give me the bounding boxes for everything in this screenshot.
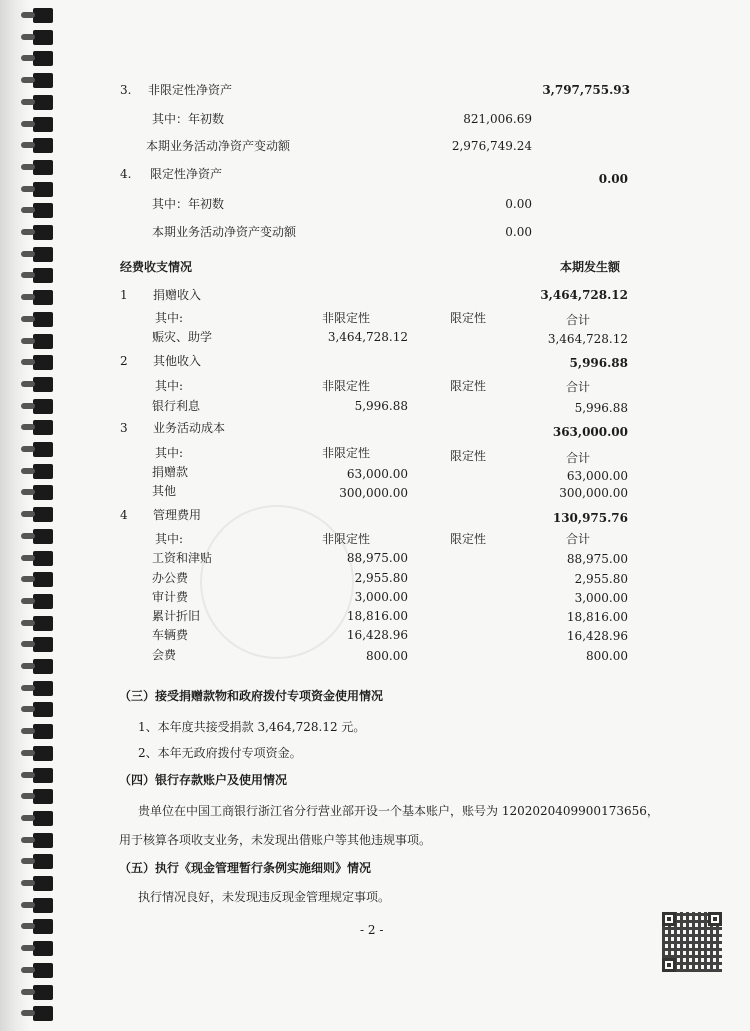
section4-row2-unrestricted: 2,955.80 [354, 571, 408, 585]
item3-total: 3,797,755.93 [542, 83, 630, 97]
section4-row3-unrestricted: 3,000.00 [354, 590, 408, 604]
binding-ring [33, 985, 53, 1000]
section-four-para2: 用于核算各项收支业务，未发现出借账户等其他违规事项。 [119, 833, 432, 847]
section3-total: 363,000.00 [552, 425, 628, 439]
section2-col-restricted: 限定性 [450, 379, 487, 393]
section1-col-total: 合计 [566, 313, 591, 327]
section2-total: 5,996.88 [569, 356, 628, 370]
section4-row2-sum: 2,955.80 [574, 572, 628, 586]
section3-num: 3 [120, 421, 128, 435]
section3-row2-sum: 300,000.00 [559, 486, 628, 500]
section4-row5-label: 车辆费 [152, 628, 189, 642]
item3-num: 3. [120, 83, 132, 97]
section1-num: 1 [120, 288, 128, 302]
binding-ring [33, 247, 53, 262]
binding-ring [33, 572, 53, 587]
period-amount-header: 本期发生额 [560, 260, 621, 274]
binding-ring [33, 529, 53, 544]
binding-ring [33, 8, 53, 23]
section4-col-restricted: 限定性 [450, 532, 487, 546]
item4-change-label: 本期业务活动净资产变动额 [152, 225, 297, 239]
item4-change-value: 0.00 [505, 225, 532, 239]
section4-col-unrestricted: 非限定性 [322, 532, 371, 546]
item4-num: 4. [120, 167, 132, 181]
item3-begin-value: 821,006.69 [463, 112, 532, 126]
section4-total: 130,975.76 [552, 511, 628, 525]
binding-ring [33, 268, 53, 283]
section-five-para1: 执行情况良好，未发现违反现金管理规定事项。 [138, 890, 391, 904]
section4-row5-unrestricted: 16,428.96 [346, 628, 408, 642]
binding-ring [33, 182, 53, 197]
binding-ring [33, 659, 53, 674]
section4-row2-label: 办公费 [152, 571, 189, 585]
item3-label: 非限定性净资产 [148, 83, 233, 97]
section1-row1-label: 赈灾、助学 [152, 330, 213, 344]
binding-ring [33, 507, 53, 522]
section2-col-total: 合计 [566, 380, 591, 394]
binding-ring [33, 616, 53, 631]
binding-ring [33, 637, 53, 652]
section2-num: 2 [120, 354, 128, 368]
item4-begin-value: 0.00 [505, 197, 532, 211]
binding-ring [33, 334, 53, 349]
section1-row1-sum: 3,464,728.12 [547, 332, 628, 346]
section4-row3-label: 审计费 [152, 590, 189, 604]
binding-ring [33, 551, 53, 566]
item3-change-value: 2,976,749.24 [451, 139, 532, 153]
page-number: - 2 - [360, 923, 384, 937]
binding-ring [33, 377, 53, 392]
binding-ring [33, 464, 53, 479]
binding-ring [33, 724, 53, 739]
qr-finder-bottom-left [662, 958, 676, 972]
section1-total: 3,464,728.12 [540, 288, 628, 302]
section-three-para2: 2、本年无政府拨付专项资金。 [138, 746, 302, 760]
binding-ring [33, 73, 53, 88]
binding-ring [33, 290, 53, 305]
binding-ring [33, 854, 53, 869]
binding-ring [33, 485, 53, 500]
binding-ring [33, 355, 53, 370]
section1-col-unrestricted: 非限定性 [322, 311, 371, 325]
binding-ring [33, 681, 53, 696]
section2-row1-label: 银行利息 [152, 399, 201, 413]
section3-col-restricted: 限定性 [450, 449, 487, 463]
qr-finder-top-right [708, 912, 722, 926]
section3-row2-label: 其他 [152, 484, 177, 498]
binding-ring [33, 768, 53, 783]
section3-col-total: 合计 [566, 451, 591, 465]
binding-ring [33, 898, 53, 913]
section4-row6-label: 会费 [152, 648, 177, 662]
section-four-para1: 贵单位在中国工商银行浙江省分行营业部开设一个基本账户，账号为 1202020409900173656， [138, 804, 659, 818]
binding-ring [33, 138, 53, 153]
section4-row1-unrestricted: 88,975.00 [346, 551, 408, 565]
section1-row1-unrestricted: 3,464,728.12 [327, 330, 408, 344]
section-three-title: （三）接受捐赠款物和政府拨付专项资金使用情况 [119, 689, 384, 703]
section4-col-total: 合计 [566, 532, 591, 546]
section4-row4-unrestricted: 18,816.00 [346, 609, 408, 623]
section4-row4-sum: 18,816.00 [566, 610, 628, 624]
section2-row1-sum: 5,996.88 [574, 401, 628, 415]
section4-row3-sum: 3,000.00 [574, 591, 628, 605]
section4-sub-label: 其中: [155, 532, 184, 546]
binding-ring [33, 160, 53, 175]
binding-ring [33, 95, 53, 110]
binding-ring [33, 312, 53, 327]
section4-row1-sum: 88,975.00 [566, 552, 628, 566]
binding-ring [33, 117, 53, 132]
section4-row6-unrestricted: 800.00 [366, 649, 408, 663]
item3-change-label: 本期业务活动净资产变动额 [146, 139, 291, 153]
binding-ring [33, 941, 53, 956]
binding-ring [33, 833, 53, 848]
item4-label: 限定性净资产 [150, 167, 223, 181]
binding-ring [33, 789, 53, 804]
section2-sub-label: 其中: [155, 379, 184, 393]
binding-ring [33, 399, 53, 414]
section4-row4-label: 累计折旧 [152, 609, 201, 623]
item4-begin-label: 其中：年初数 [152, 197, 225, 211]
binding-ring [33, 203, 53, 218]
section2-row1-unrestricted: 5,996.88 [354, 399, 408, 413]
section3-row1-label: 捐赠款 [152, 465, 189, 479]
section3-row1-unrestricted: 63,000.00 [346, 467, 408, 481]
binding-ring [33, 594, 53, 609]
binding-ring [33, 919, 53, 934]
binding-ring [33, 51, 53, 66]
section3-row2-unrestricted: 300,000.00 [339, 486, 408, 500]
section2-col-unrestricted: 非限定性 [322, 379, 371, 393]
section4-row5-sum: 16,428.96 [566, 629, 628, 643]
item3-begin-label: 其中：年初数 [152, 112, 225, 126]
section3-title: 业务活动成本 [153, 421, 226, 435]
binding-ring [33, 702, 53, 717]
section3-col-unrestricted: 非限定性 [322, 446, 371, 460]
qr-finder-top-left [662, 912, 676, 926]
section3-row1-sum: 63,000.00 [566, 469, 628, 483]
binding-ring [33, 442, 53, 457]
section4-row1-label: 工资和津贴 [152, 551, 213, 565]
section3-sub-label: 其中: [155, 446, 184, 460]
section4-title: 管理费用 [153, 508, 202, 522]
binding-ring [33, 420, 53, 435]
section-four-title: （四）银行存款账户及使用情况 [119, 773, 288, 787]
income-expense-heading: 经费收支情况 [120, 260, 193, 274]
section-three-para1: 1、本年度共接受捐款 3,464,728.12 元。 [138, 720, 366, 734]
section1-sub-label: 其中: [155, 311, 184, 325]
binding-ring [33, 30, 53, 45]
section4-num: 4 [120, 508, 128, 522]
binding-ring [33, 1006, 53, 1021]
section4-row6-sum: 800.00 [586, 649, 628, 663]
binding-ring [33, 963, 53, 978]
qr-code [662, 912, 722, 972]
section1-col-restricted: 限定性 [450, 311, 487, 325]
item4-total: 0.00 [598, 172, 628, 186]
binding-ring [33, 811, 53, 826]
section1-title: 捐赠收入 [153, 288, 202, 302]
section2-title: 其他收入 [153, 354, 202, 368]
binding-ring [33, 876, 53, 891]
section-five-title: （五）执行《现金管理暂行条例实施细则》情况 [119, 861, 372, 875]
binding-ring [33, 746, 53, 761]
binding-ring [33, 225, 53, 240]
